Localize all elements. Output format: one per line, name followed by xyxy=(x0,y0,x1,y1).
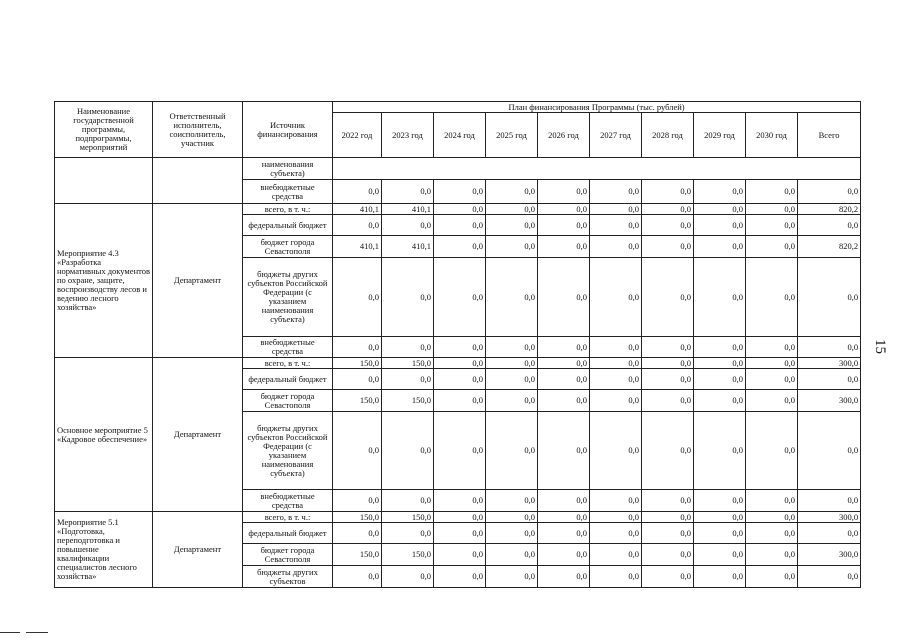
value-cell: 0,0 xyxy=(694,258,746,337)
value-cell: 0,0 xyxy=(746,369,798,390)
continued-name-cell xyxy=(55,158,153,204)
value-cell: 0,0 xyxy=(590,204,642,215)
value-cell: 0,0 xyxy=(642,390,694,412)
value-cell: 0,0 xyxy=(746,523,798,544)
measure-name: Мероприятие 5.1 «Подготовка, переподготовка и повышение квалификации специалистов лесного хозяйства» xyxy=(55,512,153,588)
value-cell: 0,0 xyxy=(486,512,538,523)
value-cell: 0,0 xyxy=(694,390,746,412)
value-cell: 0,0 xyxy=(486,236,538,258)
value-cell: 0,0 xyxy=(333,180,382,204)
value-cell: 0,0 xyxy=(590,544,642,566)
measure-executor: Департамент xyxy=(153,512,243,588)
source-label: бюджет города Севастополя xyxy=(243,390,333,412)
value-cell: 0,0 xyxy=(486,215,538,236)
value-cell: 0,0 xyxy=(538,337,590,358)
value-cell: 410,1 xyxy=(382,204,434,215)
value-cell: 0,0 xyxy=(694,512,746,523)
value-cell: 0,0 xyxy=(382,215,434,236)
value-cell: 0,0 xyxy=(746,412,798,490)
value-cell: 0,0 xyxy=(642,490,694,512)
value-cell: 0,0 xyxy=(434,544,486,566)
value-cell: 0,0 xyxy=(486,390,538,412)
value-cell: 0,0 xyxy=(642,412,694,490)
value-cell: 0,0 xyxy=(538,544,590,566)
scan-mark xyxy=(0,632,20,633)
value-cell: 150,0 xyxy=(333,390,382,412)
value-cell: 0,0 xyxy=(642,215,694,236)
value-cell: 0,0 xyxy=(434,369,486,390)
header-year: 2030 год xyxy=(746,113,798,158)
source-label: внебюджетные средства xyxy=(243,337,333,358)
value-cell: 0,0 xyxy=(333,412,382,490)
value-cell: 0,0 xyxy=(746,512,798,523)
value-cell: 0,0 xyxy=(333,369,382,390)
value-cell: 0,0 xyxy=(486,337,538,358)
value-cell: 150,0 xyxy=(382,544,434,566)
value-cell: 0,0 xyxy=(486,523,538,544)
value-cell: 0,0 xyxy=(486,204,538,215)
source-label: федеральный бюджет xyxy=(243,523,333,544)
value-cell: 0,0 xyxy=(333,523,382,544)
value-cell: 0,0 xyxy=(333,337,382,358)
measure-name: Мероприятие 4.3 «Разработка нормативных документов по охране, защите, воспроизводству лесов и ведению лесного хозяйства» xyxy=(55,204,153,358)
value-cell: 0,0 xyxy=(590,337,642,358)
value-cell: 0,0 xyxy=(798,369,861,390)
value-cell: 0,0 xyxy=(538,512,590,523)
header-year: 2029 год xyxy=(694,113,746,158)
source-label: федеральный бюджет xyxy=(243,369,333,390)
value-cell: 0,0 xyxy=(746,204,798,215)
value-cell: 0,0 xyxy=(538,358,590,369)
value-cell: 0,0 xyxy=(590,236,642,258)
table-row xyxy=(55,358,861,369)
value-cell: 0,0 xyxy=(538,180,590,204)
value-cell: 0,0 xyxy=(590,180,642,204)
value-cell: 0,0 xyxy=(798,258,861,337)
value-cell: 0,0 xyxy=(694,236,746,258)
value-cell: 300,0 xyxy=(798,512,861,523)
value-cell: 0,0 xyxy=(382,412,434,490)
financing-table xyxy=(54,101,861,588)
value-cell: 0,0 xyxy=(486,358,538,369)
value-cell: 0,0 xyxy=(486,490,538,512)
measure-executor: Департамент xyxy=(153,358,243,512)
value-cell: 0,0 xyxy=(642,358,694,369)
value-cell: 0,0 xyxy=(486,412,538,490)
value-cell: 0,0 xyxy=(486,258,538,337)
header-year: 2028 год xyxy=(642,113,694,158)
header-name: Наименование государственной программы, подпрограммы, мероприятий xyxy=(55,102,153,158)
source-label: наименования субъекта) xyxy=(243,158,333,180)
value-cell: 0,0 xyxy=(382,566,434,588)
header-executor: Ответственный исполнитель, соисполнитель, участник xyxy=(153,102,243,158)
value-cell: 0,0 xyxy=(434,490,486,512)
header-year: 2024 год xyxy=(434,113,486,158)
source-label: всего, в т. ч.: xyxy=(243,512,333,523)
value-cell: 0,0 xyxy=(694,204,746,215)
value-cell: 0,0 xyxy=(382,523,434,544)
value-cell: 0,0 xyxy=(434,523,486,544)
value-cell: 410,1 xyxy=(333,204,382,215)
value-cell: 820,2 xyxy=(798,236,861,258)
value-cell: 0,0 xyxy=(486,566,538,588)
measure-executor: Департамент xyxy=(153,204,243,358)
source-label: внебюджетные средства xyxy=(243,180,333,204)
measure-name: Основное мероприятие 5 «Кадровое обеспечение» xyxy=(55,358,153,512)
value-cell: 0,0 xyxy=(590,390,642,412)
value-cell: 0,0 xyxy=(746,236,798,258)
source-label: бюджет города Севастополя xyxy=(243,236,333,258)
value-cell: 0,0 xyxy=(746,215,798,236)
value-cell: 0,0 xyxy=(382,180,434,204)
value-cell: 0,0 xyxy=(694,490,746,512)
value-cell: 0,0 xyxy=(434,390,486,412)
value-cell: 0,0 xyxy=(798,523,861,544)
source-label: всего, в т. ч.: xyxy=(243,204,333,215)
value-cell: 0,0 xyxy=(434,566,486,588)
value-cell: 0,0 xyxy=(382,369,434,390)
value-cell: 0,0 xyxy=(642,544,694,566)
value-cell: 410,1 xyxy=(382,236,434,258)
value-cell: 0,0 xyxy=(434,258,486,337)
header-year: 2023 год xyxy=(382,113,434,158)
value-cell: 0,0 xyxy=(538,204,590,215)
value-cell: 0,0 xyxy=(382,337,434,358)
value-cell: 0,0 xyxy=(694,337,746,358)
value-cell: 820,2 xyxy=(798,204,861,215)
value-cell: 0,0 xyxy=(642,566,694,588)
value-cell: 0,0 xyxy=(746,566,798,588)
value-cell: 0,0 xyxy=(538,215,590,236)
value-cell: 0,0 xyxy=(382,258,434,337)
value-cell: 0,0 xyxy=(642,258,694,337)
source-label: внебюджетные средства xyxy=(243,490,333,512)
value-cell: 0,0 xyxy=(694,358,746,369)
value-cell: 0,0 xyxy=(434,412,486,490)
value-cell: 0,0 xyxy=(590,412,642,490)
header-year: 2022 год xyxy=(333,113,382,158)
value-cell: 0,0 xyxy=(694,412,746,490)
header-plan: План финансирования Программы (тыс. рублей) xyxy=(333,102,861,113)
value-cell: 0,0 xyxy=(746,337,798,358)
value-cell: 150,0 xyxy=(382,390,434,412)
value-cell: 0,0 xyxy=(642,204,694,215)
value-cell: 0,0 xyxy=(434,337,486,358)
value-cell: 0,0 xyxy=(590,358,642,369)
value-cell: 0,0 xyxy=(642,180,694,204)
value-cell: 150,0 xyxy=(382,358,434,369)
value-cell: 0,0 xyxy=(590,490,642,512)
value-cell: 0,0 xyxy=(333,566,382,588)
value-cell: 0,0 xyxy=(694,180,746,204)
value-cell: 0,0 xyxy=(538,236,590,258)
value-cell: 0,0 xyxy=(538,390,590,412)
value-cell: 410,1 xyxy=(333,236,382,258)
value-cell: 0,0 xyxy=(798,337,861,358)
header-year: 2026 год xyxy=(538,113,590,158)
value-cell: 0,0 xyxy=(746,390,798,412)
value-cell: 0,0 xyxy=(590,566,642,588)
value-cell: 0,0 xyxy=(746,544,798,566)
value-cell: 0,0 xyxy=(694,566,746,588)
value-cell: 0,0 xyxy=(642,523,694,544)
value-cell: 0,0 xyxy=(590,512,642,523)
source-label: бюджеты других субъектов Российской Федерации (с указанием наименования субъекта) xyxy=(243,412,333,490)
source-label: федеральный бюджет xyxy=(243,215,333,236)
value-cell: 0,0 xyxy=(486,544,538,566)
value-cell: 150,0 xyxy=(382,512,434,523)
value-cell: 300,0 xyxy=(798,358,861,369)
value-cell: 0,0 xyxy=(333,490,382,512)
value-cell: 0,0 xyxy=(746,180,798,204)
source-label: бюджет города Севастополя xyxy=(243,544,333,566)
value-cell: 0,0 xyxy=(434,204,486,215)
value-cell: 0,0 xyxy=(434,358,486,369)
value-cell: 150,0 xyxy=(333,544,382,566)
page-number: 15 xyxy=(872,339,888,354)
value-cell: 0,0 xyxy=(798,215,861,236)
value-cell: 0,0 xyxy=(434,215,486,236)
value-cell: 0,0 xyxy=(538,258,590,337)
header-year: 2027 год xyxy=(590,113,642,158)
value-cell: 0,0 xyxy=(642,512,694,523)
continued-executor-cell xyxy=(153,158,243,204)
header-total: Всего xyxy=(798,113,861,158)
source-label: бюджеты других субъектов xyxy=(243,566,333,588)
value-cell: 0,0 xyxy=(798,180,861,204)
value-cell: 0,0 xyxy=(746,258,798,337)
value-cell: 300,0 xyxy=(798,544,861,566)
value-cell: 0,0 xyxy=(694,215,746,236)
value-cell: 0,0 xyxy=(798,566,861,588)
value-cell: 0,0 xyxy=(486,369,538,390)
value-cell: 300,0 xyxy=(798,390,861,412)
source-label: всего, в т. ч.: xyxy=(243,358,333,369)
value-cell: 150,0 xyxy=(333,512,382,523)
value-cell: 0,0 xyxy=(538,412,590,490)
value-cell: 0,0 xyxy=(486,180,538,204)
value-cell: 0,0 xyxy=(434,180,486,204)
value-cell: 0,0 xyxy=(538,369,590,390)
value-cell: 0,0 xyxy=(333,258,382,337)
header-year: 2025 год xyxy=(486,113,538,158)
value-cell: 0,0 xyxy=(746,490,798,512)
value-cell: 0,0 xyxy=(590,523,642,544)
empty-values xyxy=(333,158,861,180)
table-row xyxy=(55,512,861,523)
value-cell: 0,0 xyxy=(538,523,590,544)
value-cell: 0,0 xyxy=(694,544,746,566)
value-cell: 0,0 xyxy=(590,369,642,390)
scan-mark xyxy=(26,632,48,633)
source-label: бюджеты других субъектов Российской Федерации (с указанием наименования субъекта) xyxy=(243,258,333,337)
value-cell: 150,0 xyxy=(333,358,382,369)
value-cell: 0,0 xyxy=(538,566,590,588)
value-cell: 0,0 xyxy=(694,523,746,544)
value-cell: 0,0 xyxy=(642,337,694,358)
value-cell: 0,0 xyxy=(434,512,486,523)
value-cell: 0,0 xyxy=(798,490,861,512)
value-cell: 0,0 xyxy=(746,358,798,369)
value-cell: 0,0 xyxy=(590,258,642,337)
value-cell: 0,0 xyxy=(333,215,382,236)
value-cell: 0,0 xyxy=(382,490,434,512)
value-cell: 0,0 xyxy=(694,369,746,390)
value-cell: 0,0 xyxy=(642,236,694,258)
table-row xyxy=(55,204,861,215)
value-cell: 0,0 xyxy=(642,369,694,390)
header-source: Источник финансирования xyxy=(243,102,333,158)
value-cell: 0,0 xyxy=(590,215,642,236)
value-cell: 0,0 xyxy=(538,490,590,512)
value-cell: 0,0 xyxy=(798,412,861,490)
value-cell: 0,0 xyxy=(434,236,486,258)
